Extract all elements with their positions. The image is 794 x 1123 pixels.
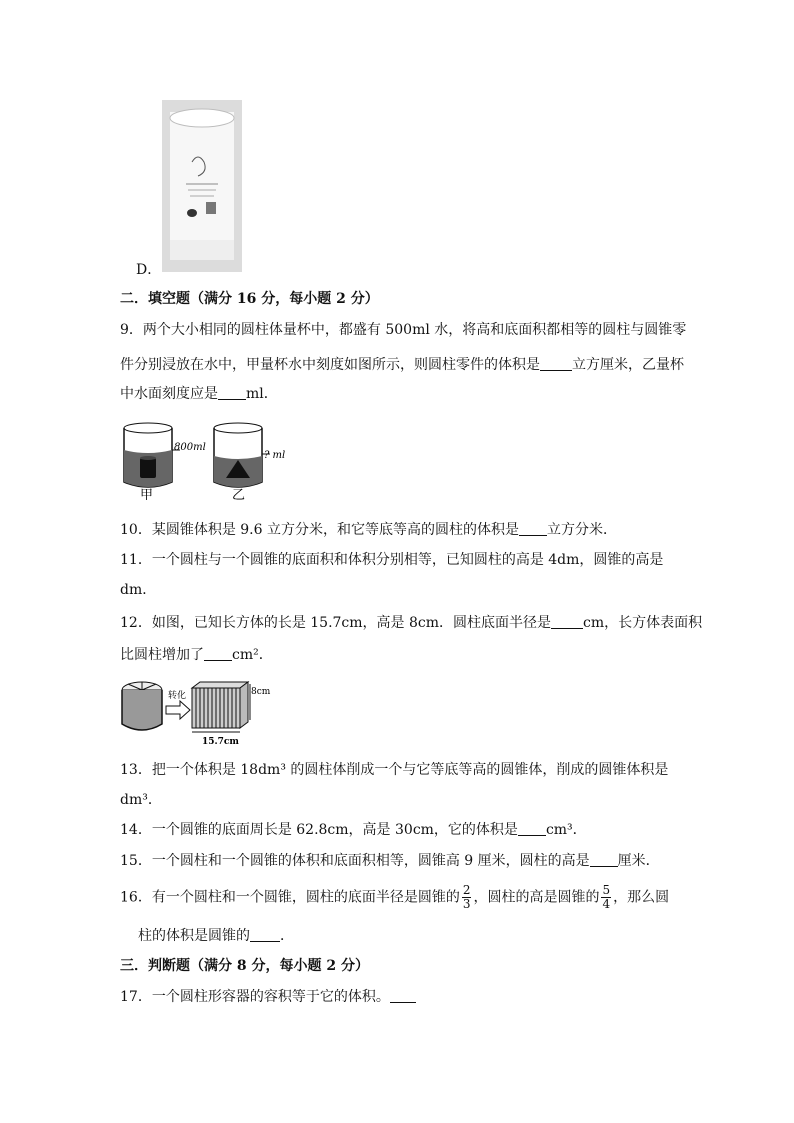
question-9-line-3 [120,384,278,404]
question-11-line-2: dm． [120,582,157,598]
cuboid-length-label: 15.7cm [202,737,239,746]
question-16-text-4: 柱的体积是圆锥的 [138,928,250,944]
question-9-line-1: 9．两个大小相同的圆柱体量杯中，都盛有 500ml 水，将高和底面积都相等的圆柱与圆锥零 [120,322,687,338]
section-heading-true-false: 三．判断题（满分 8 分，每小题 2 分） [120,958,369,974]
question-12-line-2 [120,645,273,665]
question-12-text-2b: cm²． [232,647,273,663]
yi-scale-mark: ? ml [264,450,286,461]
question-17-blank [390,988,416,1003]
question-15-text: 15．一个圆柱和一个圆锥的体积和底面积相等，圆锥高 9 厘米，圆柱的高是 [120,853,590,869]
question-9-text-2b: 立方厘米，乙量杯 [572,357,684,373]
question-10-text-after: 立方分米． [546,522,617,538]
cuboid-height-label: 8cm [251,687,271,697]
question-17 [120,987,416,1007]
question-14 [120,820,587,840]
jia-scale-mark: 800ml [174,442,206,453]
question-12-figure [118,674,278,746]
question-10-blank [519,521,547,536]
question-9-text-3: 中水面刻度应是 [120,386,218,402]
question-13-line-1: 13．把一个体积是 18dm³ 的圆柱体削成一个与它等底等高的圆锥体，削成的圆锥体积是 [120,762,669,778]
question-9-figure [118,420,298,500]
question-12-text-2: 比圆柱增加了 [120,647,204,663]
question-14-blank [518,821,546,836]
question-16-text-5: ． [280,928,294,944]
question-16-text-3: ，那么圆 [613,889,670,906]
question-16-blank [250,927,280,942]
fraction-five-fourths: $\frac{5}{4}$ [602,883,611,911]
question-16-line-2 [138,926,294,946]
fraction-two-thirds: $\frac{2}{3}$ [462,883,471,911]
question-16-text-2: ，圆柱的高是圆锥的 [473,889,600,906]
question-14-text: 14．一个圆锥的底面周长是 62.8cm，高是 30cm，它的体积是 [120,822,518,838]
question-11-line-1: 11．一个圆柱与一个圆锥的底面积和体积分别相等，已知圆柱的高是 4dm，圆锥的高是 [120,552,664,568]
question-9-text-3b: ml． [246,386,278,402]
transform-arrow-label: 转化 [168,691,187,701]
cylinder-container-image [162,100,242,272]
question-12-text-1: 12．如图，已知长方体的长是 15.7cm，高是 8cm．圆柱底面半径是 [120,615,552,631]
question-15-text-after: 厘米． [617,853,660,869]
question-16-text-1: 16．有一个圆柱和一个圆锥，圆柱的底面半径是圆锥的 [120,889,460,906]
question-15-blank [590,852,618,867]
section-heading-fill-in: 二．填空题（满分 16 分，每小题 2 分） [120,291,379,307]
question-9-text-2: 件分别浸放在水中，甲量杯水中刻度如图所示，则圆柱零件的体积是 [120,357,540,373]
question-9-blank-2 [218,385,246,400]
question-12-blank-2 [204,646,232,661]
question-16-line-1 [120,884,669,911]
question-10-text: 10．某圆锥体积是 9.6 立方分米，和它等底等高的圆柱的体积是 [120,522,519,538]
question-15 [120,851,660,871]
question-12-blank-1 [551,614,583,629]
jia-cup-label: 甲 [140,488,154,500]
question-12-text-1b: cm，长方体表面积 [583,615,703,631]
question-9-blank-1 [540,356,572,371]
question-14-text-after: cm³． [545,822,587,838]
yi-cup-label: 乙 [232,488,246,500]
option-d-label: D． [136,262,162,278]
question-9-line-2 [120,355,684,375]
question-13-line-2: dm³． [120,792,162,808]
question-17-text: 17．一个圆柱形容器的容积等于它的体积。 [120,989,390,1005]
question-12-line-1 [120,613,702,633]
question-10 [120,520,617,540]
